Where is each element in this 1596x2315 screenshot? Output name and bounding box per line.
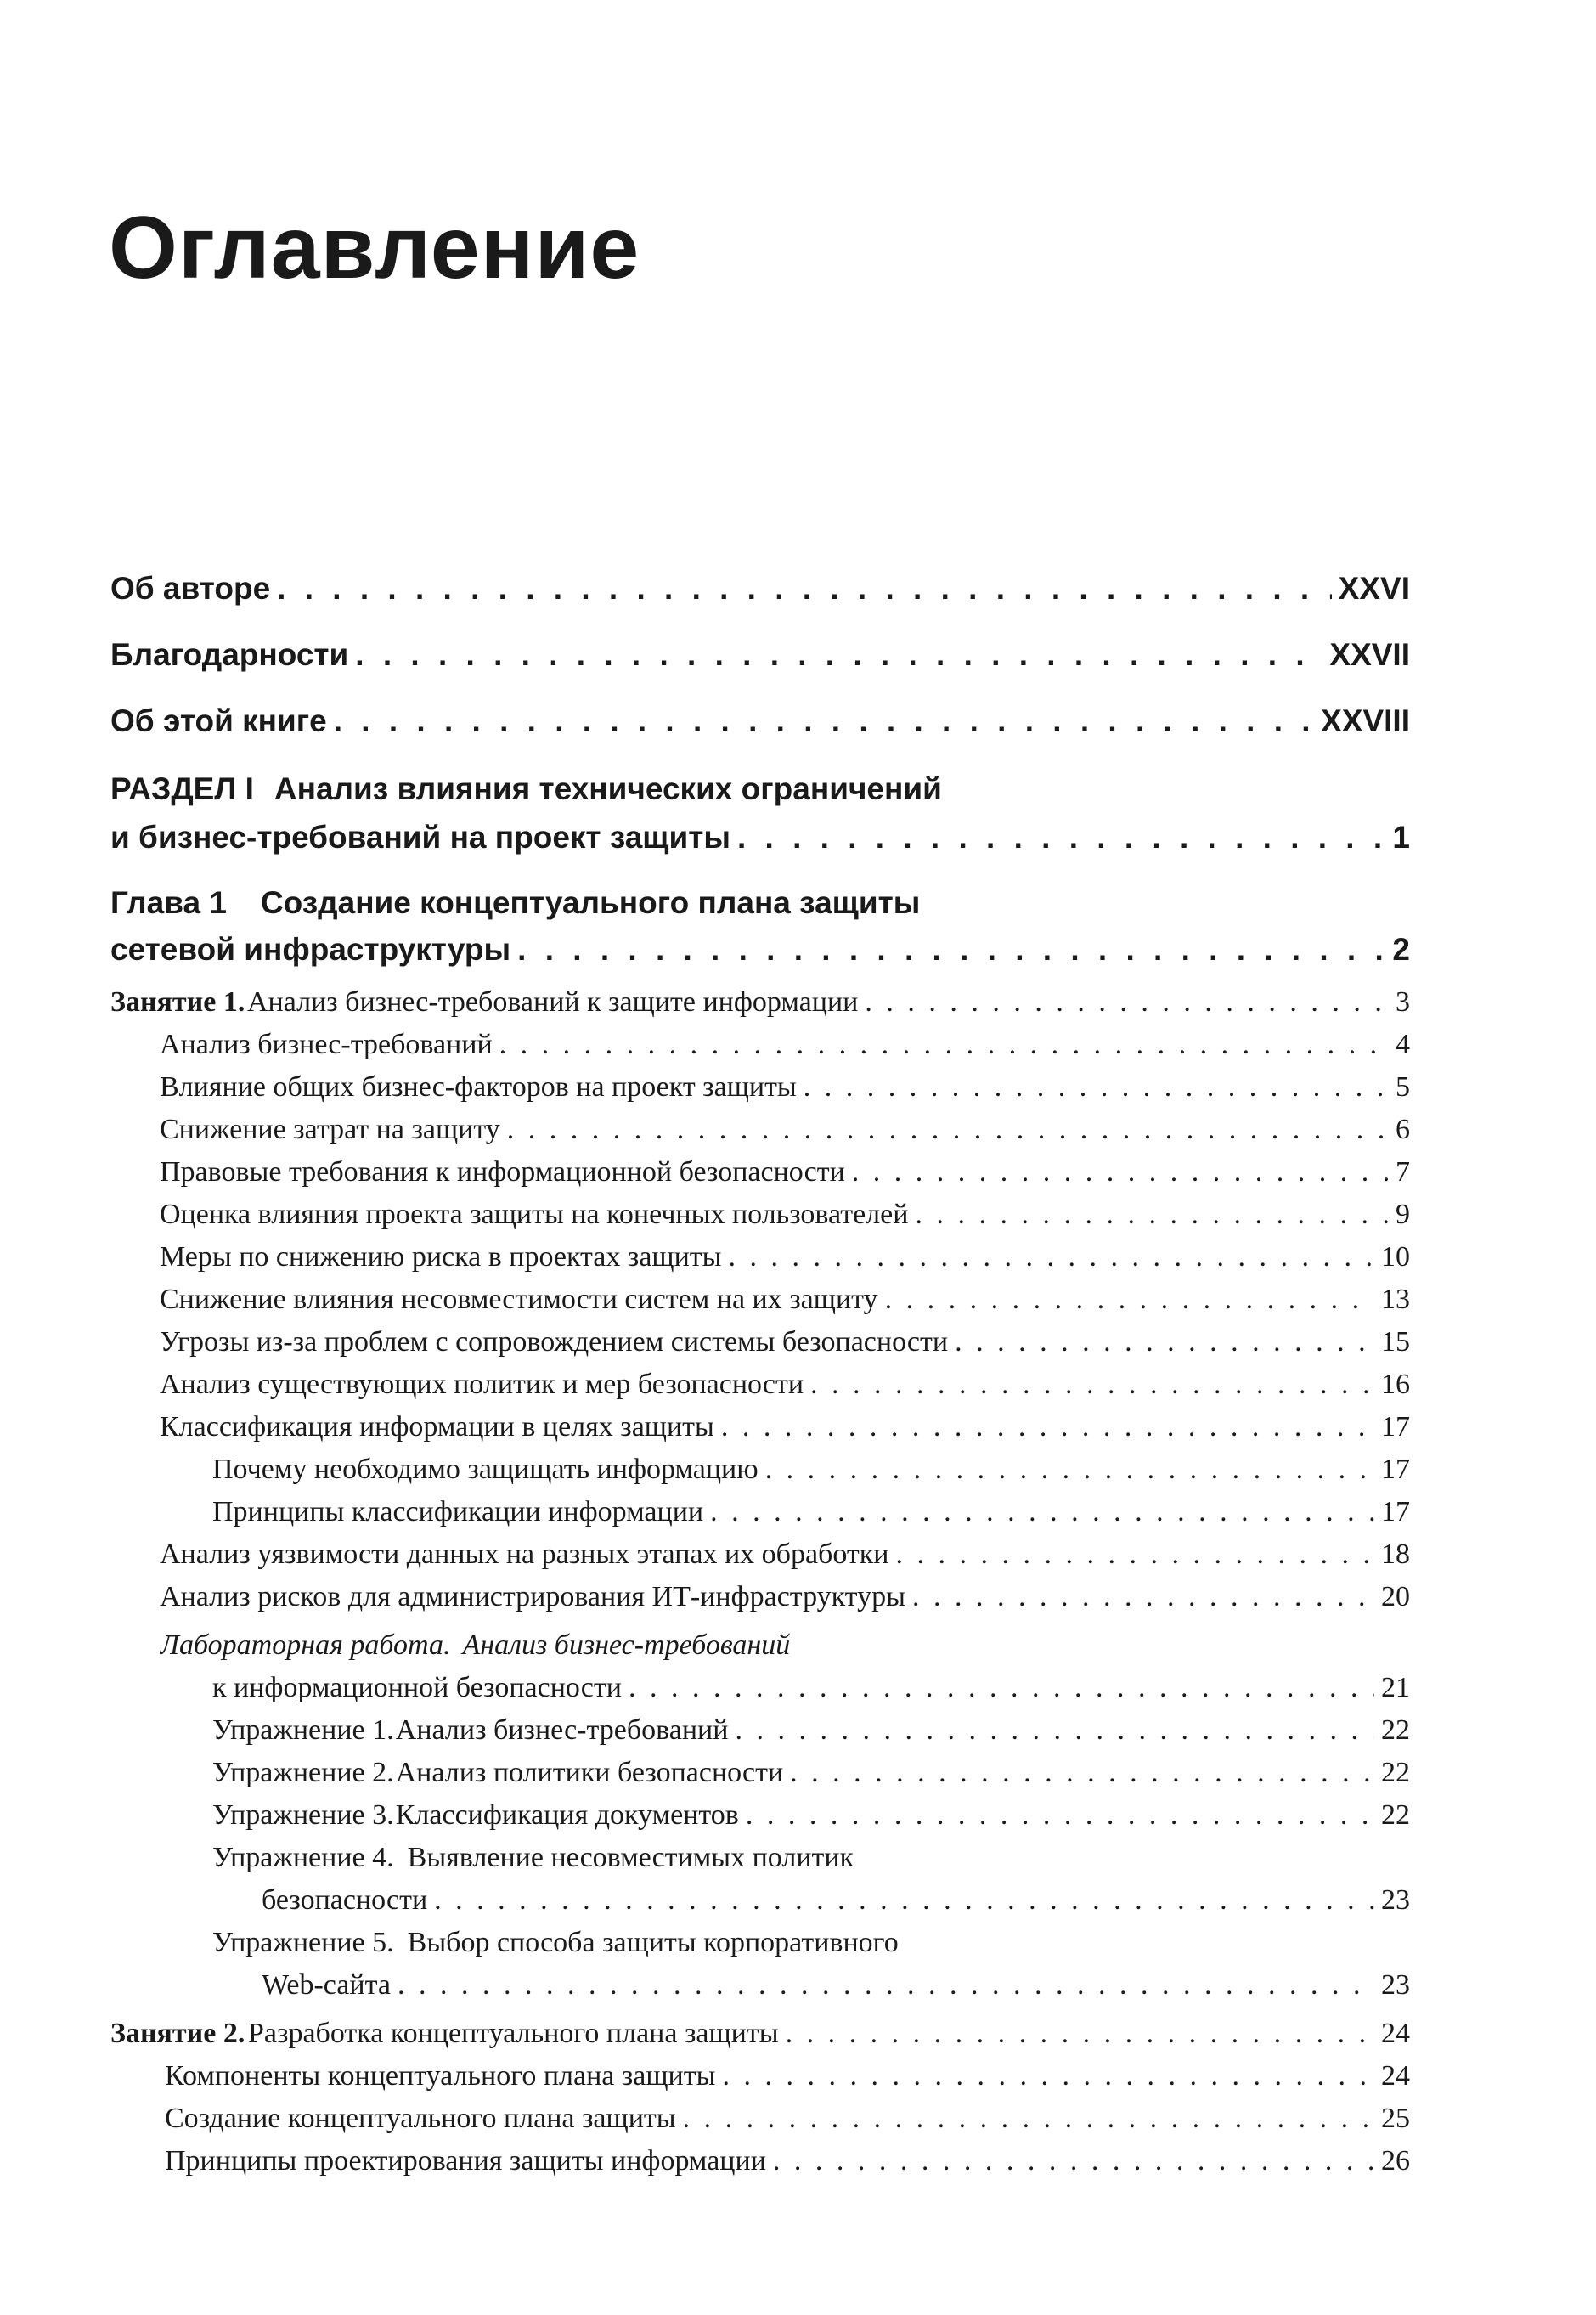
toc-page-number: 13 [1381,1284,1410,1315]
toc-entry-text: Создание концептуального плана защиты [165,2103,676,2134]
toc-entry-about-book[interactable] [110,703,1410,739]
dot-leader [735,1714,1374,1747]
exercise-label: Упражнение 5. [212,1927,394,1958]
lab-label: Лабораторная работа. [160,1629,451,1661]
toc-exercise[interactable] [212,1927,1410,1959]
dot-leader [786,2018,1374,2050]
toc-entry[interactable] [160,1114,1410,1146]
toc-page-number: 9 [1396,1199,1410,1230]
lab-title-line2: к информационной безопасности [212,1672,622,1703]
toc-lab-heading[interactable] [160,1629,1410,1662]
dot-leader [277,571,1332,607]
toc-entry-text: Компоненты концептуального плана защиты [165,2060,716,2092]
toc-page-number: 10 [1381,1241,1410,1273]
exercise-title-cont: Web-сайта [262,1969,391,2001]
toc-page-number: 3 [1396,986,1410,1018]
dot-leader [710,1496,1374,1528]
toc-entry[interactable] [165,2060,1410,2092]
toc-page-number: XXVIII [1321,703,1410,738]
dot-leader [804,1071,1389,1104]
toc-page-number: 1 [1392,820,1410,855]
toc-page-number: 21 [1381,1672,1410,1703]
toc-exercise[interactable] [212,1757,1410,1789]
chapter-title-line2: сетевой инфраструктуры [110,932,511,967]
exercise-title-cont: безопасности [262,1884,428,1916]
toc-lesson-1[interactable] [110,986,1410,1019]
toc-exercise[interactable] [212,1799,1410,1832]
toc-page-number: 25 [1381,2103,1410,2134]
toc-entry[interactable] [160,1071,1410,1104]
toc-entry-text: Снижение влияния несовместимости систем на их защиту [160,1284,878,1315]
dot-leader [852,1156,1389,1189]
toc-entry-text: Классификация информации в целях защиты [160,1411,714,1443]
exercise-title: Выбор способа защиты корпоративного [407,1927,899,1958]
toc-entry-text: Анализ бизнес-требований [160,1029,493,1060]
exercise-label: Упражнение 1. [212,1714,394,1746]
lab-title-line1: Анализ бизнес-требований [462,1629,791,1661]
dot-leader [729,1241,1375,1273]
toc-page-number: 16 [1381,1369,1410,1400]
toc-entry-text: Оценка влияния проекта защиты на конечных пользователей [160,1199,909,1230]
exercise-label: Упражнение 3. [212,1799,394,1831]
toc-lesson-2[interactable] [110,2018,1410,2050]
lesson-label: Занятие 2. [110,2018,245,2049]
toc-page-number: 17 [1381,1496,1410,1527]
toc-entry-about-author[interactable] [110,571,1410,607]
toc-entry[interactable] [160,1241,1410,1273]
toc-page-number: 26 [1381,2145,1410,2177]
dot-leader [355,637,1322,673]
dot-leader [895,1539,1374,1571]
dot-leader [912,1581,1374,1613]
dot-leader [434,1884,1374,1917]
section-title-line1: Анализ влияния технических ограничений [274,771,942,806]
chapter-title-line1: Создание концептуального плана защиты [260,885,921,920]
toc-page-number: 22 [1381,1799,1410,1831]
toc-section-heading-cont[interactable] [110,820,1410,855]
toc-entry[interactable] [160,1326,1410,1358]
exercise-title: Анализ политики безопасности [395,1757,784,1788]
dot-leader [790,1757,1374,1789]
toc-page-number: 22 [1380,1757,1410,1788]
page-title: Оглавление [109,199,640,297]
exercise-title: Классификация документов [395,1799,739,1831]
toc-page-number: 4 [1396,1029,1410,1060]
toc-chapter-heading[interactable] [110,885,1410,921]
toc-page-number: 6 [1396,1114,1410,1145]
toc-exercise-cont[interactable] [262,1969,1410,2002]
section-title-line2: и бизнес-требований на проект защиты [110,820,730,855]
toc-page-number: 23 [1381,1884,1410,1916]
toc-exercise[interactable] [212,1714,1410,1747]
toc-subentry[interactable] [212,1454,1410,1486]
toc-page-number: 18 [1381,1539,1410,1570]
dot-leader [737,820,1385,855]
toc-exercise[interactable] [212,1842,1410,1874]
toc-page-number: 24 [1381,2018,1410,2049]
dot-leader [915,1199,1389,1231]
exercise-label: Упражнение 2. [212,1757,394,1788]
toc-entry-text: Благодарности [110,637,349,672]
toc-lab-heading-cont[interactable] [212,1672,1410,1704]
toc-entry[interactable] [165,2103,1410,2135]
section-label: РАЗДЕЛ I [110,771,254,806]
toc-entry-text: Принципы классификации информации [212,1496,704,1527]
dot-leader [507,1114,1389,1146]
toc-exercise-cont[interactable] [262,1884,1410,1917]
toc-entry[interactable] [160,1539,1410,1571]
dot-leader [810,1369,1374,1401]
toc-entry-text: Меры по снижению риска в проектах защиты [160,1241,722,1273]
lesson-label: Занятие 1. [110,986,245,1018]
dot-leader [746,1799,1374,1832]
toc-entry-text: Анализ рисков для администрирования ИТ-инфраструктуры [160,1581,905,1612]
toc-entry-text: Правовые требования к информационной безопасности [160,1156,845,1188]
dot-leader [722,2060,1374,2092]
dot-leader [683,2103,1374,2135]
lesson-title: Разработка концептуального плана защиты [248,2018,779,2049]
toc-page-number: 23 [1381,1969,1410,2001]
dot-leader [955,1326,1374,1358]
dot-leader [517,932,1385,968]
toc-entry-text: Об этой книге [110,703,327,738]
toc-entry[interactable] [160,1369,1410,1401]
chapter-label: Глава 1 [110,885,227,920]
dot-leader [334,703,1314,739]
toc-entry-text: Об авторе [110,571,271,606]
toc-entry-text: Снижение затрат на защиту [160,1114,500,1145]
toc-entry-text: Принципы проектирования защиты информации [165,2145,766,2177]
lesson-title: Анализ бизнес-требований к защите информации [246,986,859,1018]
toc-page-number: XXVI [1338,571,1410,606]
toc-page-number: 5 [1396,1071,1410,1103]
toc-page-number: 17 [1381,1411,1410,1443]
toc-entry-acknowledgements[interactable] [110,637,1410,673]
toc-entry[interactable] [160,1581,1410,1613]
toc-chapter-heading-cont[interactable] [110,932,1410,968]
toc-page-number: XXVII [1329,637,1410,672]
toc-section-heading[interactable] [110,771,1410,807]
toc-entry-text: Влияние общих бизнес-факторов на проект защиты [160,1071,797,1103]
toc-entry-text: Угрозы из-за проблем с сопровождением системы безопасности [160,1326,949,1358]
dot-leader [885,1284,1374,1316]
toc-entry[interactable] [160,1156,1410,1189]
exercise-title: Выявление несовместимых политик [407,1842,854,1873]
toc-page-number: 15 [1381,1326,1410,1358]
toc-entry[interactable] [160,1284,1410,1316]
toc-page-number: 2 [1392,932,1410,967]
toc-entry-text: Анализ существующих политик и мер безопасности [160,1369,804,1400]
toc-page-number: 7 [1396,1156,1410,1188]
toc-subentry[interactable] [212,1496,1410,1528]
exercise-title: Анализ бизнес-требований [395,1714,729,1746]
toc-entry-text: Анализ уязвимости данных на разных этапах их обработки [160,1539,889,1570]
dot-leader [721,1411,1374,1443]
toc-page-number: 24 [1381,2060,1410,2092]
toc-entry[interactable] [160,1029,1410,1061]
toc-entry[interactable] [165,2145,1410,2177]
dot-leader [398,1969,1374,2002]
toc-page-number: 20 [1381,1581,1410,1612]
dot-leader [765,1454,1374,1486]
toc-page-number: 17 [1381,1454,1410,1485]
toc-entry[interactable] [160,1199,1410,1231]
dot-leader [629,1672,1374,1704]
dot-leader [773,2145,1374,2177]
toc-entry-text: Почему необходимо защищать информацию [212,1454,759,1485]
toc-page-number: 22 [1381,1714,1410,1746]
exercise-label: Упражнение 4. [212,1842,394,1873]
dot-leader [865,986,1389,1019]
toc-entry[interactable] [160,1411,1410,1443]
dot-leader [499,1029,1389,1061]
